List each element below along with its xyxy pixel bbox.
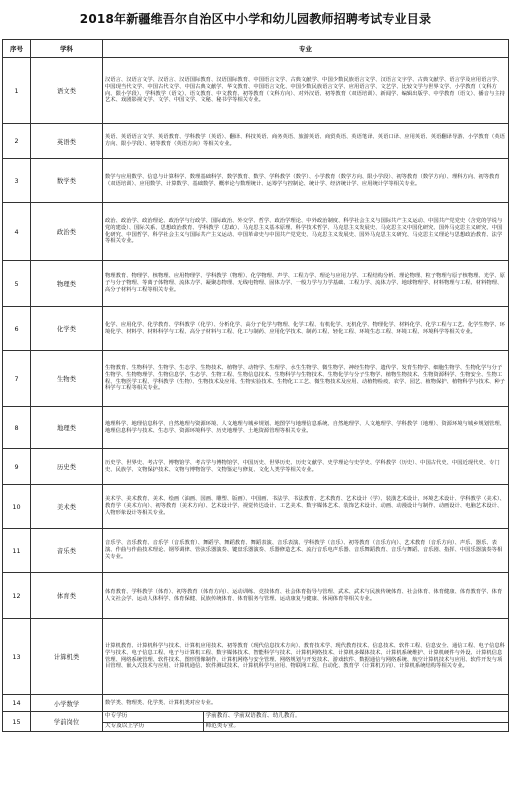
sub-table	[103, 712, 508, 731]
row-subject: 生物类	[31, 351, 103, 407]
row-majors: 物理教育、物理学、核物理、应用物理学、学科教学（物理）、化学物理、声学、工程力学、理论与应用力学、工程结构分析、理论物理、粒子物理与原子核物理、光学、原子与分子物理、等离子体物理、流体力学、凝聚态物理、无线电物理、固体力学、一般力学与力学基础、工程力学、流体力学、地球物理学、材料物理与工程、材料物理、高分子材料与工程等相关专业。	[103, 261, 509, 307]
row-index: 12	[3, 573, 31, 619]
row-index: 9	[3, 449, 31, 485]
row-majors: 地理科学、地理信息科学、自然地理与资源环境、人文地理与城乡规划、地图学与地理信息系统、自然地理学、人文地理学、学科教学（地理）、资源环境与城乡规划管理、地理信息科学与技术、生态学、资源环境科学、历史地理学、土地资源管理等相关专业。	[103, 407, 509, 449]
row-majors: 数学类、物理类、化学类、计算机类对应专业。	[103, 695, 509, 712]
table-row	[3, 619, 509, 695]
sub-majors: 学前教育、学前双语教育、幼儿教育。	[203, 712, 508, 722]
row-subject: 数学类	[31, 159, 103, 203]
sub-level: 中专学历	[103, 712, 203, 722]
row-subject: 学前岗位	[31, 712, 103, 732]
header-major: 专业	[103, 40, 509, 58]
row-subject: 政治类	[31, 203, 103, 261]
row-majors: 美术学、美术教育、美术、绘画（油画、国画、雕塑、版画）、中国画、书法学、书法教育、艺术教育、艺术设计（学）、装潢艺术设计、环境艺术设计、学科教学（美术）、教育学（美术方向）、初等教育（美术方向）、艺术设计学、视觉传达设计、工艺美术、数字媒体艺术、装饰艺术设计、动画、动漫设计与制作、动画设计、电脑艺术设计、人物形象设计等相关专业。	[103, 485, 509, 529]
row-subject: 计算机类	[31, 619, 103, 695]
row-index: 8	[3, 407, 31, 449]
row-majors: 化学、应用化学、化学教育、学科教学（化学）、分析化学、高分子化学与物理、化学工程、有机化学、无机化学、物理化学、材料化学、化学工程与工艺、化学生物学、环境化学、材料学、材料科学与工程、高分子材料与工程、化工与制药、应用化学技术、制药工程、轻化工程、环境生态工程、环境工程、环境科学等相关专业。	[103, 307, 509, 351]
table-row	[3, 203, 509, 261]
header-index: 序号	[3, 40, 31, 58]
row-index: 15	[3, 712, 31, 732]
table-row	[3, 449, 509, 485]
row-majors: 数学与应用数学、信息与计算科学、数理基础科学、数学教育、数学、学科教学（数学）、小学教育（数学方向、限小学段）、初等教育（数学方向）、理科方向、初等教育（双语培训）、应用数学、计算数学、基础数学、概率论与数理统计、运筹学与控制论、统计学、经济统计学、应用统计学等相关专业。	[103, 159, 509, 203]
row-majors: 计算机教育、计算机科学与技术、计算机应用技术、初等教育（现代信息技术方向）、教育技术学、现代教育技术、信息技术、软件工程、信息安全、通信工程、电子信息科学与技术、电子信息工程、电子与计算机工程、数字媒体技术、智能科学与技术、计算机网络技术、计算机多媒体技术、计算机系统维护、计算机硬件与外设、计算机信息管理、网络系统管理、软件技术、图形图像制作、计算机网络与安全管理、网络规划与开发技术、游戏软件、数据通信与网络系统、航空计算机技术与应用、软件开发与项目管理、嵌入式技术与应用、计算机通信、软件测试技术、计算机科学与应用、物联网工程、自动化、教育学（计算机方向）、计算机系统结构等相关专业。	[103, 619, 509, 695]
row-index: 4	[3, 203, 31, 261]
row-majors: 英语、英语语言文学、英语教育、学科教学（英语）、翻译、科技英语、商务英语、旅游英语、商贸英语、英语笔译、英语口译、应用英语、英语翻译导游、小学教育（英语方向、限小学段）、初等教育（英语方向）等相关专业。	[103, 124, 509, 159]
row-index: 3	[3, 159, 31, 203]
table-row	[3, 712, 509, 732]
row-majors-split	[103, 712, 509, 732]
table-row	[3, 307, 509, 351]
row-subject: 音乐类	[31, 529, 103, 573]
row-subject: 小学数学	[31, 695, 103, 712]
row-majors: 生物教育、生物科学、生物学、生态学、生物技术、植物学、动物学、生理学、水生生物学、微生物学、神经生物学、遗传学、发育生物学、细胞生物学、生物化学与分子生物学、生物物理学、生物信息学、生态学、生物工程、生物信息技术、生物科学与生物技术、生物化学与分子生物学、植物生物技术、生物资源科学、生物安全、生物工程、生物医学工程、学科教学（生物）、生物技术及应用、生物实验技术、生物化工工艺、微生物技术及应用、动植物检疫、农学、园艺、植物保护、植物科学与技术、种子科学与工程等相关专业。	[103, 351, 509, 407]
header-row	[3, 40, 509, 58]
header-subject: 学科	[31, 40, 103, 58]
sub-majors: 师范类专业。	[205, 723, 240, 730]
row-subject: 体育类	[31, 573, 103, 619]
table-row	[3, 58, 509, 124]
row-index: 13	[3, 619, 31, 695]
table-row	[3, 485, 509, 529]
row-subject: 化学类	[31, 307, 103, 351]
row-majors: 汉语言、汉语言文学、汉语言、汉语国际教育、汉语国际教育、中国语言文学、古典文献学、中国少数民族语言文学、汉语言文字学、古典文献学、语言学及应用语言学、中国现当代文学、中国古代文学、中国古典文献学、华文教育、中国语言文化、中国少数民族语言文学、应用语言学、文艺学、比较文学与世界文学、小学教育（文科方向、限小学段）、学科教学（语文）、语文教育、中文教育、初等教育（文科方向）、对外汉语、初等教育（双语培训）、新闻学、编辑出版学、中学教育（语文）、播音与主持艺术、戏剧影视文学、文学、中国文学、文秘、秘书学等相关专业。	[103, 58, 509, 124]
sub-row	[103, 722, 508, 731]
row-subject: 语文类	[31, 58, 103, 124]
row-index: 6	[3, 307, 31, 351]
table-row	[3, 261, 509, 307]
major-catalog-table	[2, 39, 509, 732]
sub-row	[103, 712, 508, 722]
row-index: 10	[3, 485, 31, 529]
document-title: 2018年新疆维吾尔自治区中小学和幼儿园教师招聘考试专业目录	[79, 12, 432, 26]
table-row	[3, 159, 509, 203]
row-majors: 历史学、世界史、考古学、博物馆学、考古学与博物馆学、中国历史、世界历史、历史文献学、史学理论与史学史、学科教学（历史）、中国古代史、中国近现代史、专门史、民族学、文物保护技术、文物与博物馆学、文物鉴定与修复、文化人类学等相关专业。	[103, 449, 509, 485]
table-row	[3, 124, 509, 159]
row-subject: 地理类	[31, 407, 103, 449]
row-index: 2	[3, 124, 31, 159]
table-row	[3, 351, 509, 407]
row-index: 14	[3, 695, 31, 712]
row-subject: 历史类	[31, 449, 103, 485]
table-row	[3, 573, 509, 619]
row-majors: 政治、政治学、政治理论、政治学与行政学、国际政治、外交学、哲学、政治学理论、中外政治制度、科学社会主义与国际共产主义运动、中国共产党党史（含党的学说与党的建设）、国际关系、思想政治教育、学科教学（思政）、马克思主义基本原理、科学技术哲学、马克思主义发展史、马克思主义中国化研究、国外马克思主义研究、中国化研究、中国哲学、科学社会主义与国际共产主义运动、中国革命史与中国共产党党史、马克思主义发展史、国外马克思主义研究、马克思主义理论与思想政治教育、法学等相关专业。	[103, 203, 509, 261]
row-index: 5	[3, 261, 31, 307]
row-index: 7	[3, 351, 31, 407]
table-row	[3, 407, 509, 449]
row-index: 11	[3, 529, 31, 573]
sub-level: 大专及以上学历	[103, 722, 203, 731]
row-subject: 物理类	[31, 261, 103, 307]
table-row	[3, 529, 509, 573]
table-row	[3, 695, 509, 712]
row-index: 1	[3, 58, 31, 124]
row-subject: 英语类	[31, 124, 103, 159]
row-subject: 美术类	[31, 485, 103, 529]
row-majors: 体育教育、学科教学（体育）、初等教育（体育方向）、运动训练、竞技体育、社会体育指导与管理、武术、武术与民族传统体育、社会体育、体育健康、体育教育学、体育人文社会学、运动人体科学、体育保健、民族传统体育、体育服务与管理、运动康复与健康、休闲体育等相关专业。	[103, 573, 509, 619]
row-majors: 音乐学、音乐教育、音乐学（音乐教育）、舞蹈学、舞蹈教育、舞蹈表演、音乐表演、学科教学（音乐）、初等教育（音乐方向）、艺术教育（音乐方向）、声乐、器乐、表演、作曲与作曲技术理论、钢琴调律、管弦乐器演奏、键盘乐器演奏、乐器修造艺术、流行音乐电声乐器、音乐舞蹈教育、音乐与舞蹈、音乐剧、指挥、中国乐器演奏等相关专业。	[103, 529, 509, 573]
